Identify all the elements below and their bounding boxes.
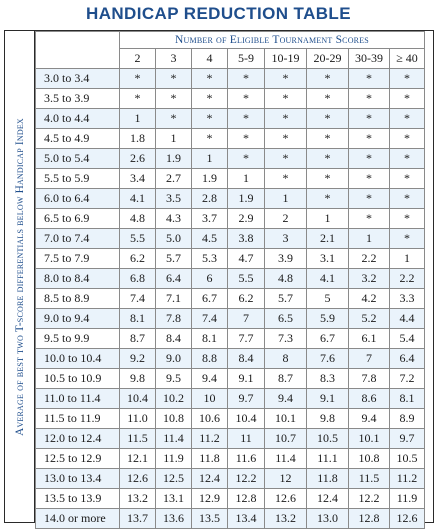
table-cell: * bbox=[307, 129, 349, 149]
table-cell: 13.0 bbox=[307, 509, 349, 529]
table-row bbox=[36, 369, 425, 389]
table-row bbox=[36, 509, 425, 529]
table-cell: 5.7 bbox=[156, 249, 192, 269]
table-cell: 10.4 bbox=[228, 409, 265, 429]
table-cell: 6.7 bbox=[192, 289, 228, 309]
table-cell: 1.8 bbox=[120, 129, 156, 149]
table-cell: 3.4 bbox=[120, 169, 156, 189]
table-cell: * bbox=[307, 69, 349, 89]
table-cell: 2.9 bbox=[228, 209, 265, 229]
table-cell: * bbox=[307, 169, 349, 189]
table-cell: * bbox=[265, 109, 307, 129]
table-row bbox=[36, 109, 425, 129]
table-cell: * bbox=[156, 69, 192, 89]
table-row bbox=[36, 349, 425, 369]
table-cell: 3.7 bbox=[192, 209, 228, 229]
table-cell: 4.3 bbox=[156, 209, 192, 229]
table-cell: * bbox=[228, 129, 265, 149]
table-cell: 12.2 bbox=[228, 469, 265, 489]
table-cell: 2.2 bbox=[390, 269, 425, 289]
table-row bbox=[36, 169, 425, 189]
table-cell: * bbox=[228, 89, 265, 109]
table-cell: 9.7 bbox=[390, 429, 425, 449]
row-label: 8.5 to 8.9 bbox=[36, 289, 120, 309]
table-cell: * bbox=[228, 69, 265, 89]
table-cell: 13.6 bbox=[156, 509, 192, 529]
table-cell: 11.1 bbox=[307, 449, 349, 469]
table-row bbox=[36, 89, 425, 109]
row-label: 9.5 to 9.9 bbox=[36, 329, 120, 349]
table-cell: 8.1 bbox=[120, 309, 156, 329]
table-cell: 9.8 bbox=[120, 369, 156, 389]
table-cell: 10.2 bbox=[156, 389, 192, 409]
table-cell: * bbox=[349, 129, 390, 149]
table-cell: 11.2 bbox=[390, 469, 425, 489]
table-row bbox=[36, 129, 425, 149]
table-cell: * bbox=[307, 189, 349, 209]
table-row bbox=[36, 409, 425, 429]
table-cell: * bbox=[265, 129, 307, 149]
table-cell: 8.1 bbox=[390, 389, 425, 409]
table-cell: 4.8 bbox=[120, 209, 156, 229]
table-cell: 5.5 bbox=[228, 269, 265, 289]
table-cell: 12.6 bbox=[120, 469, 156, 489]
table-cell: 10.1 bbox=[265, 409, 307, 429]
handicap-reduction-table bbox=[4, 30, 434, 523]
table-cell: 8.3 bbox=[307, 369, 349, 389]
row-label: 3.0 to 3.4 bbox=[36, 69, 120, 89]
table-cell: 11.5 bbox=[120, 429, 156, 449]
table-cell: * bbox=[265, 69, 307, 89]
table-cell: * bbox=[390, 209, 425, 229]
row-label: 3.5 to 3.9 bbox=[36, 89, 120, 109]
table-cell: 10.4 bbox=[120, 389, 156, 409]
table-cell: 13.5 bbox=[192, 509, 228, 529]
table-cell: 12.4 bbox=[307, 489, 349, 509]
table-cell: 10.8 bbox=[156, 409, 192, 429]
group-header-row bbox=[36, 32, 425, 49]
table-cell: 2.7 bbox=[156, 169, 192, 189]
table-cell: 3.3 bbox=[390, 289, 425, 309]
row-axis-label: Average of best two T-score differentials below Handicap Index bbox=[14, 117, 26, 436]
table-cell: 11.4 bbox=[156, 429, 192, 449]
table-cell: 5.3 bbox=[192, 249, 228, 269]
table-cell: 7.7 bbox=[228, 329, 265, 349]
table-row bbox=[36, 429, 425, 449]
table-cell: 5.2 bbox=[349, 309, 390, 329]
table-cell: * bbox=[228, 149, 265, 169]
table-cell: 10.5 bbox=[307, 429, 349, 449]
table-cell: 9.7 bbox=[228, 389, 265, 409]
table-cell: 7.4 bbox=[192, 309, 228, 329]
table-cell: 12.6 bbox=[265, 489, 307, 509]
group-header: Number of Eligible Tournament Scores bbox=[120, 32, 425, 49]
table-cell: 3 bbox=[265, 229, 307, 249]
reduction-grid bbox=[35, 31, 425, 529]
table-cell: 2.6 bbox=[120, 149, 156, 169]
table-cell: 3.9 bbox=[265, 249, 307, 269]
row-label: 11.5 to 11.9 bbox=[36, 409, 120, 429]
table-cell: 5.7 bbox=[265, 289, 307, 309]
table-cell: 1 bbox=[349, 229, 390, 249]
table-cell: * bbox=[120, 69, 156, 89]
table-cell: * bbox=[265, 149, 307, 169]
table-cell: 11.4 bbox=[265, 449, 307, 469]
table-cell: * bbox=[192, 89, 228, 109]
row-label: 12.5 to 12.9 bbox=[36, 449, 120, 469]
row-label: 13.0 to 13.4 bbox=[36, 469, 120, 489]
table-cell: 4.8 bbox=[265, 269, 307, 289]
table-cell: 9.4 bbox=[349, 409, 390, 429]
table-cell: 11 bbox=[228, 429, 265, 449]
table-cell: 9.4 bbox=[265, 389, 307, 409]
table-cell: 5.9 bbox=[307, 309, 349, 329]
table-cell: 1.9 bbox=[156, 149, 192, 169]
table-cell: 6.2 bbox=[228, 289, 265, 309]
table-cell: 1 bbox=[307, 209, 349, 229]
table-cell: * bbox=[390, 129, 425, 149]
table-cell: * bbox=[390, 229, 425, 249]
table-cell: * bbox=[265, 169, 307, 189]
table-cell: 13.4 bbox=[228, 509, 265, 529]
table-cell: * bbox=[192, 129, 228, 149]
table-cell: * bbox=[349, 109, 390, 129]
table-cell: 10.6 bbox=[192, 409, 228, 429]
table-cell: * bbox=[307, 149, 349, 169]
table-cell: * bbox=[390, 169, 425, 189]
table-cell: 1 bbox=[120, 109, 156, 129]
row-label: 4.5 to 4.9 bbox=[36, 129, 120, 149]
table-cell: 13.2 bbox=[120, 489, 156, 509]
table-cell: 12.8 bbox=[349, 509, 390, 529]
table-cell: 9.8 bbox=[307, 409, 349, 429]
table-cell: 4.7 bbox=[228, 249, 265, 269]
table-cell: 13.7 bbox=[120, 509, 156, 529]
table-cell: 2.1 bbox=[307, 229, 349, 249]
table-cell: * bbox=[349, 69, 390, 89]
table-row bbox=[36, 389, 425, 409]
table-cell: 13.1 bbox=[156, 489, 192, 509]
table-cell: 8.1 bbox=[192, 329, 228, 349]
table-row bbox=[36, 289, 425, 309]
table-cell: 4.4 bbox=[390, 309, 425, 329]
table-cell: 8.6 bbox=[349, 389, 390, 409]
table-cell: 1 bbox=[192, 149, 228, 169]
table-cell: * bbox=[228, 109, 265, 129]
table-row bbox=[36, 449, 425, 469]
table-cell: 6.4 bbox=[390, 349, 425, 369]
table-row bbox=[36, 469, 425, 489]
table-cell: 7.1 bbox=[156, 289, 192, 309]
table-cell: 2 bbox=[265, 209, 307, 229]
table-cell: 2.2 bbox=[349, 249, 390, 269]
table-cell: 3.1 bbox=[307, 249, 349, 269]
row-label: 14.0 or more bbox=[36, 509, 120, 529]
table-cell: * bbox=[156, 109, 192, 129]
table-cell: * bbox=[120, 89, 156, 109]
column-header: 2 bbox=[120, 49, 156, 69]
row-label: 12.0 to 12.4 bbox=[36, 429, 120, 449]
table-cell: 5.0 bbox=[156, 229, 192, 249]
table-cell: * bbox=[390, 109, 425, 129]
page-title: HANDICAP REDUCTION TABLE bbox=[86, 4, 351, 23]
table-row bbox=[36, 229, 425, 249]
table-row bbox=[36, 269, 425, 289]
table-cell: 9.2 bbox=[120, 349, 156, 369]
table-cell: 1.9 bbox=[192, 169, 228, 189]
table-cell: 11.0 bbox=[120, 409, 156, 429]
row-label: 7.0 to 7.4 bbox=[36, 229, 120, 249]
table-cell: 12.8 bbox=[228, 489, 265, 509]
table-cell: 6.8 bbox=[120, 269, 156, 289]
table-cell: 1 bbox=[265, 189, 307, 209]
table-row bbox=[36, 209, 425, 229]
table-cell: 12.9 bbox=[192, 489, 228, 509]
row-label: 6.0 to 6.4 bbox=[36, 189, 120, 209]
table-cell: 7.8 bbox=[156, 309, 192, 329]
row-label: 9.0 to 9.4 bbox=[36, 309, 120, 329]
table-cell: * bbox=[307, 109, 349, 129]
table-cell: * bbox=[390, 89, 425, 109]
row-label: 6.5 to 6.9 bbox=[36, 209, 120, 229]
table-cell: 10.5 bbox=[390, 449, 425, 469]
table-cell: 9.1 bbox=[228, 369, 265, 389]
table-cell: 8.4 bbox=[228, 349, 265, 369]
table-cell: 8.8 bbox=[192, 349, 228, 369]
table-row bbox=[36, 489, 425, 509]
row-label: 10.0 to 10.4 bbox=[36, 349, 120, 369]
table-row bbox=[36, 309, 425, 329]
table-cell: 8.4 bbox=[156, 329, 192, 349]
row-axis-label-cell bbox=[5, 31, 35, 522]
table-cell: 10.8 bbox=[349, 449, 390, 469]
table-cell: 10 bbox=[192, 389, 228, 409]
table-cell: 4.5 bbox=[192, 229, 228, 249]
table-cell: 12.4 bbox=[192, 469, 228, 489]
table-cell: 12.1 bbox=[120, 449, 156, 469]
table-cell: 10.7 bbox=[265, 429, 307, 449]
table-cell: * bbox=[349, 189, 390, 209]
table-cell: 1 bbox=[156, 129, 192, 149]
table-cell: 9.0 bbox=[156, 349, 192, 369]
table-cell: * bbox=[349, 209, 390, 229]
column-header: 30-39 bbox=[349, 49, 390, 69]
table-cell: 11.9 bbox=[390, 489, 425, 509]
column-header: 10-19 bbox=[265, 49, 307, 69]
table-row bbox=[36, 189, 425, 209]
table-cell: 5 bbox=[307, 289, 349, 309]
table-cell: * bbox=[192, 69, 228, 89]
table-cell: 7 bbox=[349, 349, 390, 369]
table-cell: 1 bbox=[390, 249, 425, 269]
row-label: 11.0 to 11.4 bbox=[36, 389, 120, 409]
table-cell: 12.6 bbox=[390, 509, 425, 529]
table-cell: * bbox=[265, 89, 307, 109]
table-cell: 6 bbox=[192, 269, 228, 289]
table-cell: 8.7 bbox=[120, 329, 156, 349]
table-cell: 3.5 bbox=[156, 189, 192, 209]
table-cell: 9.4 bbox=[192, 369, 228, 389]
table-cell: * bbox=[349, 149, 390, 169]
table-cell: 6.7 bbox=[307, 329, 349, 349]
table-cell: 7.3 bbox=[265, 329, 307, 349]
row-label: 5.0 to 5.4 bbox=[36, 149, 120, 169]
table-cell: 4.2 bbox=[349, 289, 390, 309]
table-cell: 12 bbox=[265, 469, 307, 489]
table-cell: 7.6 bbox=[307, 349, 349, 369]
table-row bbox=[36, 69, 425, 89]
table-cell: 1.9 bbox=[228, 189, 265, 209]
table-cell: * bbox=[156, 89, 192, 109]
table-cell: 8.7 bbox=[265, 369, 307, 389]
column-header: 20-29 bbox=[307, 49, 349, 69]
table-row bbox=[36, 249, 425, 269]
table-cell: 6.5 bbox=[265, 309, 307, 329]
table-cell: * bbox=[349, 89, 390, 109]
table-cell: 1 bbox=[228, 169, 265, 189]
table-cell: * bbox=[390, 149, 425, 169]
table-cell: 9.5 bbox=[156, 369, 192, 389]
table-cell: 7.2 bbox=[390, 369, 425, 389]
table-cell: * bbox=[192, 109, 228, 129]
table-cell: 6.2 bbox=[120, 249, 156, 269]
row-label: 7.5 to 7.9 bbox=[36, 249, 120, 269]
table-cell: 11.8 bbox=[307, 469, 349, 489]
table-cell: 4.1 bbox=[120, 189, 156, 209]
table-cell: 9.1 bbox=[307, 389, 349, 409]
column-header: 5-9 bbox=[228, 49, 265, 69]
table-cell: * bbox=[307, 89, 349, 109]
table-cell: 7.8 bbox=[349, 369, 390, 389]
table-cell: 6.1 bbox=[349, 329, 390, 349]
table-cell: 12.5 bbox=[156, 469, 192, 489]
table-row bbox=[36, 149, 425, 169]
table-cell: 4.1 bbox=[307, 269, 349, 289]
table-cell: 12.2 bbox=[349, 489, 390, 509]
table-cell: 7 bbox=[228, 309, 265, 329]
row-label: 8.0 to 8.4 bbox=[36, 269, 120, 289]
row-label: 13.5 to 13.9 bbox=[36, 489, 120, 509]
table-cell: 11.8 bbox=[192, 449, 228, 469]
table-cell: * bbox=[390, 189, 425, 209]
table-cell: 3.8 bbox=[228, 229, 265, 249]
table-cell: 5.4 bbox=[390, 329, 425, 349]
table-row bbox=[36, 329, 425, 349]
table-cell: 11.2 bbox=[192, 429, 228, 449]
table-cell: * bbox=[390, 69, 425, 89]
row-label: 10.5 to 10.9 bbox=[36, 369, 120, 389]
table-cell: 8.9 bbox=[390, 409, 425, 429]
column-header: 3 bbox=[156, 49, 192, 69]
table-cell: 3.2 bbox=[349, 269, 390, 289]
table-cell: 5.5 bbox=[120, 229, 156, 249]
table-cell: 10.1 bbox=[349, 429, 390, 449]
column-header: ≥ 40 bbox=[390, 49, 425, 69]
table-cell: 7.4 bbox=[120, 289, 156, 309]
table-cell: 11.9 bbox=[156, 449, 192, 469]
row-label: 5.5 to 5.9 bbox=[36, 169, 120, 189]
table-cell: 13.2 bbox=[265, 509, 307, 529]
table-cell: * bbox=[349, 169, 390, 189]
column-header: 4 bbox=[192, 49, 228, 69]
table-cell: 11.6 bbox=[228, 449, 265, 469]
table-cell: 8 bbox=[265, 349, 307, 369]
table-cell: 11.5 bbox=[349, 469, 390, 489]
row-label: 4.0 to 4.4 bbox=[36, 109, 120, 129]
corner-cell bbox=[36, 32, 120, 69]
table-cell: 2.8 bbox=[192, 189, 228, 209]
table-cell: 6.4 bbox=[156, 269, 192, 289]
